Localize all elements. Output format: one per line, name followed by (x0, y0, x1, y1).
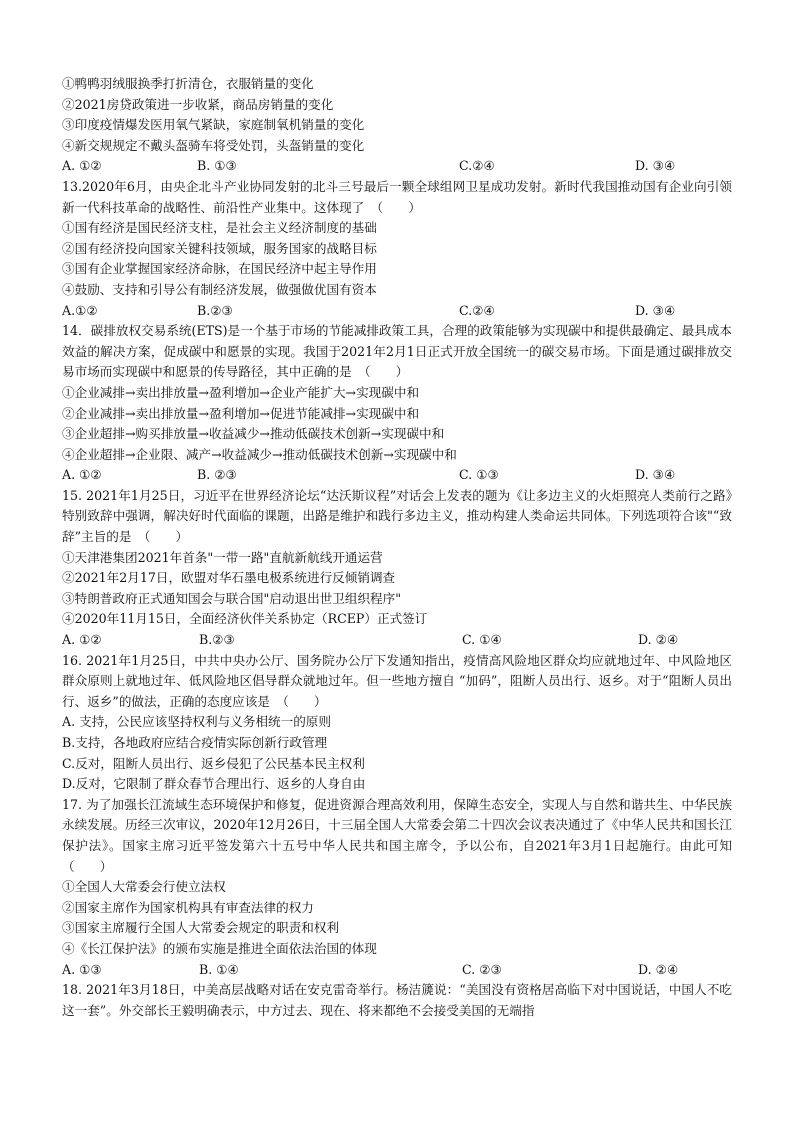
question-13 (62, 177, 732, 321)
q17-option-b[interactable]: B. ①④ (199, 961, 239, 977)
q16-option-d[interactable]: D.反对，它限制了群众春节合理出行、返乡的人身自由 (62, 776, 366, 792)
q15-stem: 15. 2021年1月25日，习近平在世界经济论坛“达沃斯议程”对话会上发表的题为《让多边主义的火炬照亮人类前行之路》特别致辞中强调，解决好时代面临的课题，出路是维护和践行多边主义，推动构建人类命运共同体。下列选项符合该"“致辞”主旨的是 （ ） (62, 487, 732, 545)
q15-option-a[interactable]: A. ①② (62, 632, 102, 648)
q17-option-d[interactable]: D. ②④ (638, 961, 679, 977)
q12-option-b[interactable]: B. ①③ (197, 158, 237, 174)
q17-options (62, 960, 732, 981)
q12-item-2: ②2021房贷政策进一步收紧，商品房销量的变化 (62, 96, 334, 112)
q14-item-4: ④企业超排→企业限、减产→收益减少→推动低碳技术创新→实现碳中和 (62, 446, 457, 462)
question-18 (62, 980, 732, 1021)
q12-option-c[interactable]: C.②④ (459, 158, 495, 174)
question-17 (62, 795, 745, 980)
q15-option-d[interactable]: D. ②④ (638, 632, 679, 648)
q14-option-a[interactable]: A. ①② (62, 467, 102, 483)
q13-option-d[interactable]: D. ③④ (635, 302, 676, 318)
q16-stem: 16. 2021年1月25日，中共中央办公厅、国务院办公厅下发通知指出，疫情高风险地区群众均应就地过年、中风险地区群众原则上就地过年、低风险地区倡导群众就地过年。但一些地方擅自 “加码”，阻断人员出行、返乡。对于“阻断人员出行、返乡”的做法，正确的态度应该是 （ ） (62, 652, 732, 709)
q17-item-3: ③国家主席履行全国人大常委会规定的职责和权利 (62, 920, 340, 936)
q17-stem: 17. 为了加强长江流域生态环境保护和修复，促进资源合理高效利用，保障生态安全，实现人与自然和谐共生、中华民族永续发展。历经三次审议，2020年12月26日，十三届全国人大常委会第二十四次会议表决通过了《中华人民共和国长江保护法》。国家主席习近平签发第六十五号中华人民共和国主席令，予以公布，自2021年3月1日起施行。由此可知 （ ） (62, 796, 745, 874)
q15-item-3: ③特朗普政府正式通知国会与联合国"启动退出世卫组织程序" (62, 590, 402, 606)
q12-item-3: ③印度疫情爆发医用氧气紧缺，家庭制氧机销量的变化 (62, 117, 365, 133)
q13-option-c[interactable]: C.②④ (459, 302, 495, 318)
q12-options (62, 156, 732, 177)
q15-option-b[interactable]: B.②③ (199, 632, 235, 648)
q12-item-1: ①鸭鸭羽绒服换季打折清仓，衣服销量的变化 (62, 76, 314, 91)
q12-option-d[interactable]: D. ③④ (635, 158, 676, 174)
q16-option-b[interactable]: B.支持，各地政府应结合疫情实际创新行政管理 (62, 735, 328, 750)
q16-option-c[interactable]: C.反对，阻断人员出行、返乡侵犯了公民基本民主权利 (62, 755, 365, 771)
q14-option-d[interactable]: D. ③④ (635, 467, 676, 483)
q15-item-2: ②2021年2月17日，欧盟对华石墨电极系统进行反倾销调查 (62, 570, 396, 586)
question-14 (62, 321, 732, 486)
question-12 (62, 74, 732, 177)
q15-item-1: ①天津港集团2021年首条"一带一路"直航新航线开通运营 (62, 549, 383, 565)
q14-options (62, 465, 732, 486)
q15-option-c[interactable]: C. ①④ (462, 632, 502, 648)
q13-option-a[interactable]: A.①② (62, 302, 98, 318)
q14-item-3: ③企业超排→购买排放量→收益减少→推动低碳技术创新→实现碳中和 (62, 426, 445, 442)
q14-option-c[interactable]: C. ①③ (459, 467, 499, 483)
q15-options (62, 630, 732, 651)
q14-item-2: ②企业减排→卖出排放量→盈利增加→促进节能减排→实现碳中和 (62, 405, 420, 421)
q17-item-2: ②国家主席作为国家机构具有审查法律的权力 (62, 899, 314, 915)
exam-page (62, 74, 745, 1021)
q18-stem: 18. 2021年3月18日，中美高层战略对话在安克雷奇举行。杨洁篪说：“美国没有资格居高临下对中国说话，中国人不吃这一套”。外交部长王毅明确表示，中方过去、现在、将来都绝不会接受美国的无端指 (62, 982, 732, 1018)
q13-option-b[interactable]: B.②③ (197, 302, 233, 318)
q13-item-1: ①国有经济是国民经济支柱，是社会主义经济制度的基础 (62, 220, 377, 236)
q14-stem: 14．碳排放权交易系统(ETS)是一个基于市场的节能减排政策工具，合理的政策能够为实现碳中和提供最确定、最具成本效益的解决方案，促成碳中和愿景的实现。我国于2021年2月1日正式开放全国统一的碳交易市场。下面是通过碳排放交易市场而实现碳中和愿景的传导路径，其中正确的是 （ ） (62, 323, 732, 380)
question-15 (62, 486, 732, 651)
q15-item-4: ④2020年11月15日，全面经济伙伴关系协定（RCEP）正式签订 (62, 611, 428, 627)
q12-option-a[interactable]: A. ①② (62, 158, 102, 174)
q13-item-3: ③国有企业掌握国家经济命脉，在国民经济中起主导作用 (62, 261, 377, 277)
q12-item-4: ④新交规规定不戴头盔骑车将受处罚，头盔销量的变化 (62, 137, 365, 153)
q17-option-a[interactable]: A. ①③ (62, 961, 102, 977)
q13-options (62, 301, 732, 322)
q13-stem: 13.2020年6月，由央企北斗产业协同发射的北斗三号最后一颗全球组网卫星成功发射。新时代我国推动国有企业向引领新一代科技革命的战略性、前沿性产业集中。这体现了 （ ） (62, 178, 732, 215)
q17-option-c[interactable]: C. ②③ (462, 961, 502, 977)
q13-item-4: ④鼓励、支持和引导公有制经济发展，做强做优国有资本 (62, 281, 377, 297)
q17-item-4: ④《长江保护法》的颁布实施是推进全面依法治国的体现 (62, 940, 377, 956)
q16-option-a[interactable]: A. 支持，公民应该坚持权利与义务相统一的原则 (62, 714, 331, 730)
q14-option-b[interactable]: B. ②③ (197, 467, 237, 483)
q14-item-1: ①企业减排→卖出排放量→盈利增加→企业产能扩大→实现碳中和 (62, 384, 420, 400)
q17-item-1: ①全国人大常委会行使立法权 (62, 879, 226, 895)
q13-item-2: ②国有经济投向国家关键科技领域，服务国家的战略目标 (62, 240, 377, 256)
question-16 (62, 651, 732, 795)
